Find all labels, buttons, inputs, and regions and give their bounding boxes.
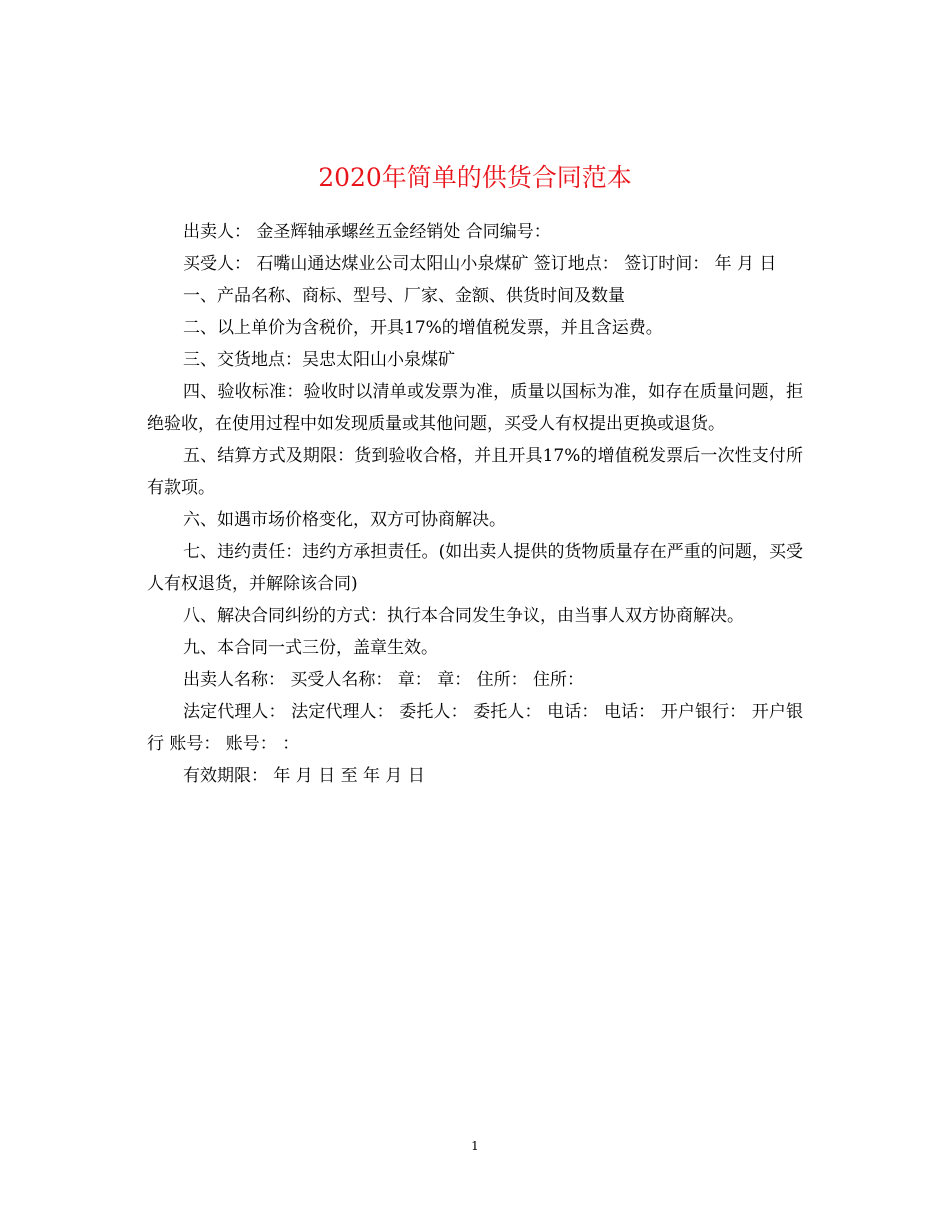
clause-6: 六、如遇市场价格变化，双方可协商解决。 — [183, 510, 506, 530]
buyer-line: 买受人： 石嘴山通达煤业公司太阳山小泉煤矿 签订地点： 签订时间： 年 月 日 — [183, 254, 777, 274]
clause-7: 七、违约责任：违约方承担责任。(如出卖人提供的货物质量存在严重的问题，买受人有权退货，并解除该合同) — [147, 542, 803, 594]
clause-2: 二、以上单价为含税价，开具17%的增值税发票，并且含运费。 — [183, 318, 663, 338]
clause-4: 四、验收标准：验收时以清单或发票为准，质量以国标为准，如存在质量问题，拒绝验收，在使用过程中如发现质量或其他问题，买受人有权提出更换或退货。 — [147, 382, 803, 434]
clause-8: 八、解决合同纠纷的方式：执行本合同发生争议，由当事人双方协商解决。 — [183, 606, 744, 626]
party-contacts-line: 法定代理人： 法定代理人： 委托人： 委托人： 电话： 电话： 开户银行： 开户银行 账号： 账号： ： — [147, 702, 803, 754]
party-names-line: 出卖人名称： 买受人名称： 章： 章： 住所： 住所： — [183, 670, 585, 690]
page-number: 1 — [471, 1139, 479, 1153]
clause-3: 三、交货地点：吴忠太阳山小泉煤矿 — [183, 350, 455, 370]
document-title: 2020年简单的供货合同范本 — [318, 162, 632, 192]
clause-1: 一、产品名称、商标、型号、厂家、金额、供货时间及数量 — [183, 286, 625, 306]
clause-5: 五、结算方式及期限：货到验收合格，并且开具17%的增值税发票后一次性支付所有款项。 — [147, 446, 803, 498]
contract-body — [147, 216, 803, 792]
clause-9: 九、本合同一式三份，盖章生效。 — [183, 638, 438, 658]
seller-line: 出卖人： 金圣辉轴承螺丝五金经销处 合同编号： — [183, 222, 551, 242]
validity-line: 有效期限： 年 月 日 至 年 月 日 — [183, 766, 425, 786]
